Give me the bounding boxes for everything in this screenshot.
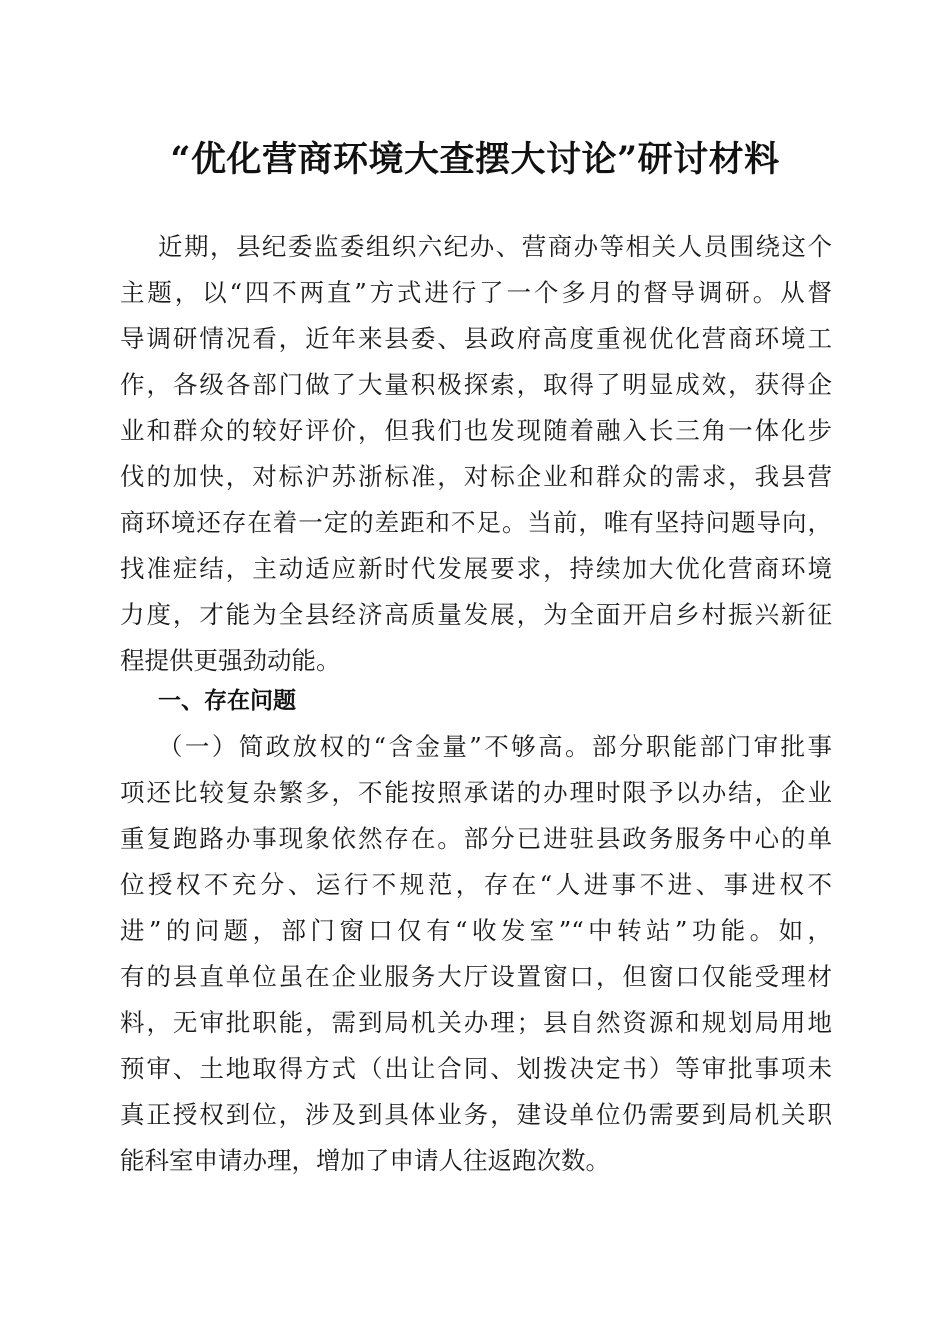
- paragraph-line: 项还比较复杂繁多，不能按照承诺的办理时限予以办结，企业: [120, 778, 832, 807]
- paragraph-line: 力度，才能为全县经济高质量发展，为全面开启乡村振兴新征: [120, 600, 832, 629]
- intro-paragraph: [120, 224, 832, 684]
- paragraph-line: 进”的问题，部门窗口仅有“收发室”“中转站”功能。如，: [120, 916, 832, 945]
- paragraph-line: 料，无审批职能，需到局机关办理；县自然资源和规划局用地: [120, 1008, 832, 1037]
- paragraph-line: （一）简政放权的“含金量”不够高。部分职能部门审批事: [158, 732, 832, 761]
- paragraph-line: 主题，以“四不两直”方式进行了一个多月的督导调研。从督: [120, 278, 832, 307]
- paragraph-line: 近期，县纪委监委组织六纪办、营商办等相关人员围绕这个: [158, 232, 832, 261]
- paragraph-line: 程提供更强劲动能。: [120, 646, 341, 675]
- paragraph-line: 伐的加快，对标沪苏浙标准，对标企业和群众的需求，我县营: [120, 462, 832, 491]
- paragraph-line: 业和群众的较好评价，但我们也发现随着融入长三角一体化步: [120, 416, 832, 445]
- paragraph-line: 作，各级各部门做了大量积极探索，取得了明显成效，获得企: [120, 370, 832, 399]
- paragraph-line: 预审、土地取得方式（出让合同、划拨决定书）等审批事项未: [120, 1054, 832, 1083]
- paragraph-line: 商环境还存在着一定的差距和不足。当前，唯有坚持问题导向，: [120, 508, 832, 537]
- section-heading: 一、存在问题: [158, 688, 296, 714]
- paragraph-line: 找准症结，主动适应新时代发展要求，持续加大优化营商环境: [120, 554, 832, 583]
- paragraph-line: 位授权不充分、运行不规范，存在“人进事不进、事进权不: [120, 870, 832, 899]
- document-title: “优化营商环境大查摆大讨论”研讨材料: [170, 139, 780, 180]
- paragraph-line: 重复跑路办事现象依然存在。部分已进驻县政务服务中心的单: [120, 824, 832, 853]
- paragraph-line: 导调研情况看，近年来县委、县政府高度重视优化营商环境工: [120, 324, 832, 353]
- section-1-paragraph: [120, 724, 832, 1184]
- paragraph-line: 有的县直单位虽在企业服务大厅设置窗口，但窗口仅能受理材: [120, 962, 832, 991]
- paragraph-line: 真正授权到位，涉及到具体业务，建设单位仍需要到局机关职: [120, 1100, 832, 1129]
- paragraph-line: 能科室申请办理，增加了申请人往返跑次数。: [120, 1146, 610, 1175]
